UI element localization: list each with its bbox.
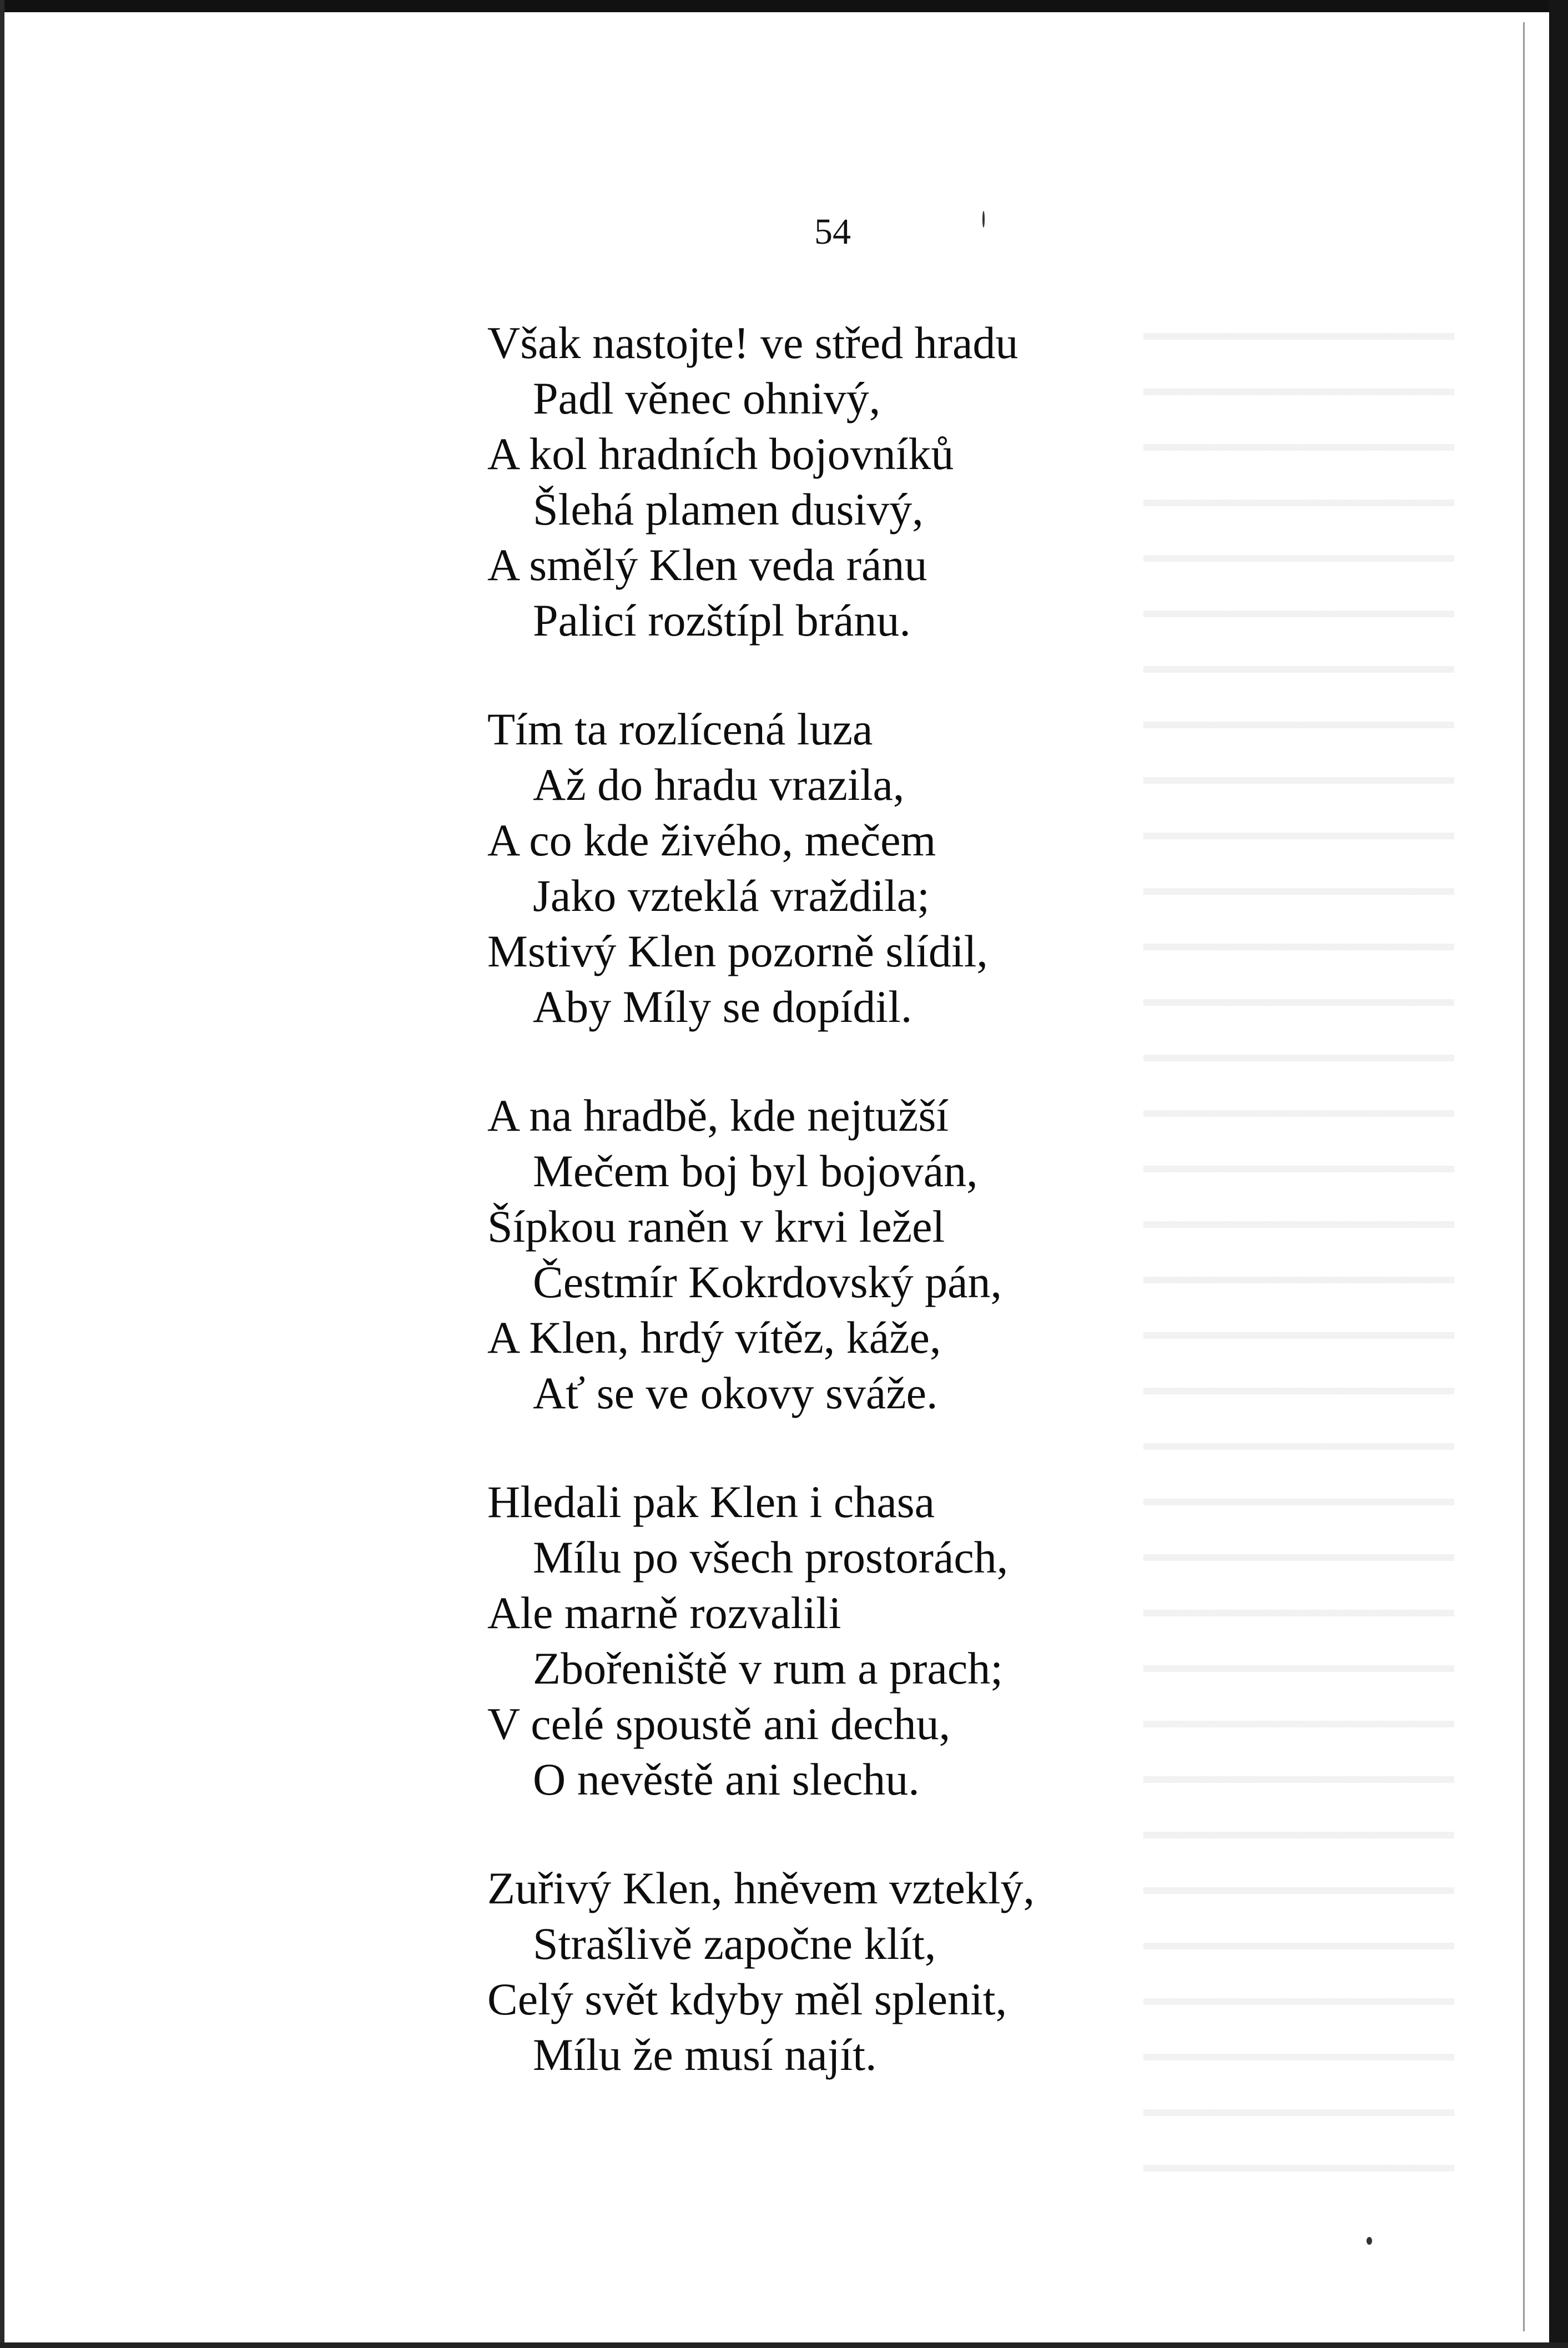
verse-line: Zuřivý Klen, hněvem vzteklý, [487,1863,1035,1913]
verse-line: V celé spoustě ani dechu, [487,1699,951,1749]
verse-line: Mstivý Klen pozorně slídil, [487,926,988,976]
stanza [487,315,1209,648]
verse-line: O nevěstě ani slechu. [533,1754,920,1805]
stanza [487,1088,1209,1421]
verse-line: Však nastojte! ve střed hradu [487,318,1019,368]
verse-line: Až do hradu vrazila, [533,759,905,810]
verse-line: A smělý Klen veda ránu [487,540,927,590]
verse-line: Mečem boj byl bojován, [533,1146,978,1196]
verse-line: A kol hradních bojovníků [487,429,954,479]
verse-line: Ale marně rozvalili [487,1588,841,1638]
scan-border-left [0,0,4,2348]
verse-line: Padl věnec ohnivý, [533,373,881,424]
verse-line: Šípkou raněn v krvi ležel [487,1201,945,1252]
poem-body [487,315,1209,2136]
stanza [487,702,1209,1035]
verse-line: Mílu že musí najít. [533,2029,877,2080]
scan-border-top [0,0,1568,12]
verse-line: Palicí rozštípl bránu. [533,595,911,646]
verse-line: Ať se ve okovy sváže. [533,1368,938,1418]
stanza [487,1474,1209,1807]
verse-line: Celý svět kdyby měl splenit, [487,1974,1007,2024]
verse-line: Tím ta rozlícená luza [487,704,873,754]
stanza [487,1861,1209,2083]
scan-speck [982,211,985,228]
verse-line: A Klen, hrdý vítěz, káže, [487,1312,941,1363]
verse-line: Čestmír Kokrdovský pán, [533,1257,1002,1307]
verse-line: Jako vzteklá vraždila; [533,870,930,921]
verse-line: Hledali pak Klen i chasa [487,1477,935,1527]
verse-line: Aby Míly se dopídil. [533,981,912,1032]
scan-border-right [1549,0,1568,2348]
verse-line: Strašlivě započne klít, [533,1918,936,1969]
verse-line: A co kde živého, mečem [487,815,936,865]
scan-speck [1367,2237,1372,2245]
verse-line: Mílu po všech prostorách, [533,1532,1009,1583]
verse-line: Šlehá plamen dusivý, [533,484,924,535]
verse-line: A na hradbě, kde nejtužší [487,1090,949,1141]
verse-line: Zbořeniště v rum a prach; [533,1643,1004,1694]
page-number: 54 [814,211,851,252]
page-edge-rule [1523,22,1525,2331]
scan-border-bottom [0,2342,1568,2348]
